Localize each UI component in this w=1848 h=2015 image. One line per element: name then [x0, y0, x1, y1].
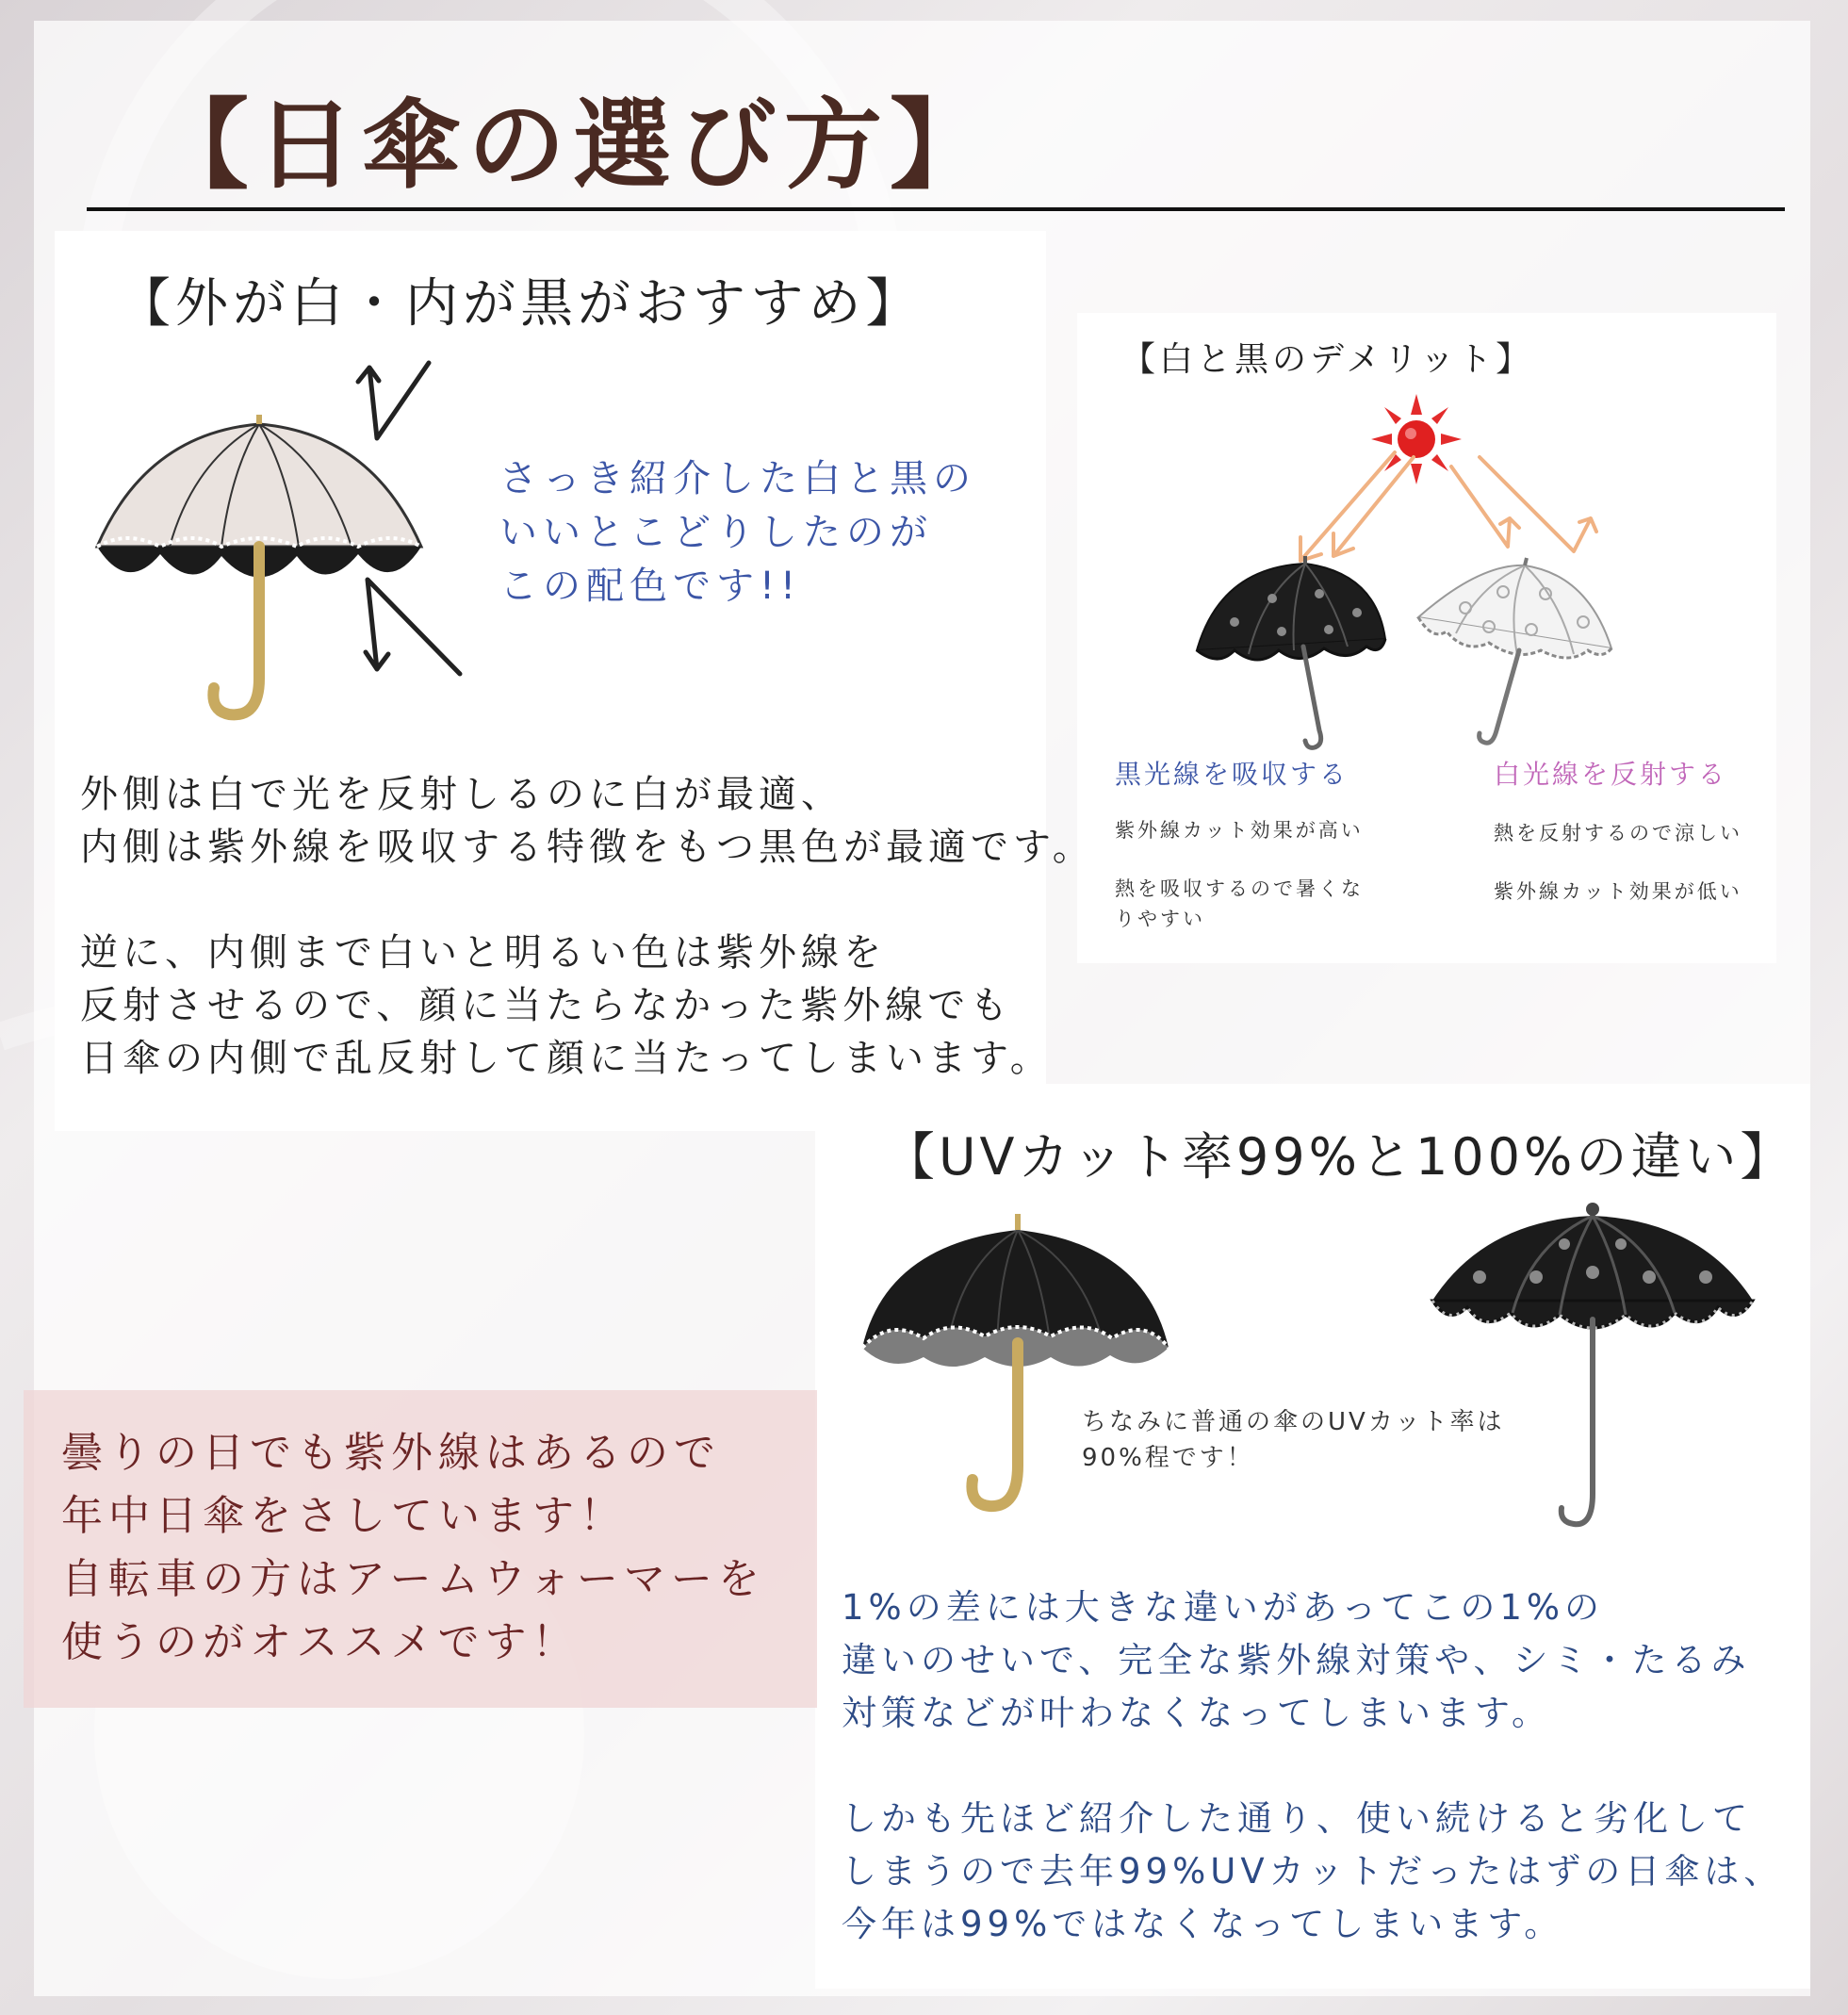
recommend-heading: 【外が白・内が黒がおすすめ】: [118, 273, 924, 335]
black-point-1: 紫外線カット効果が高い: [1115, 819, 1364, 842]
up-arrow-icon: [349, 358, 433, 448]
recommend-body: 外側は白で光を反射しるのに白が最適、 内側は紫外線を吸収する特徴をもつ黒色が最適です。 逆に、内側まで白いと明るい色は紫外線を 反射させるので、顔に当たらなかった紫外線でも 日傘の内側で乱反射して顔に当たってしまいます。: [80, 773, 1095, 1080]
white-umbrella-icon: [1414, 556, 1616, 754]
white-reflect-label: 白光線を反射する: [1494, 759, 1728, 790]
demerit-heading: 【白と黒のデメリット】: [1121, 340, 1534, 379]
page-title: 【日傘の選び方】: [151, 88, 996, 203]
down-arrow-icon: [349, 575, 466, 679]
normal-umbrella-note: ちなみに普通の傘のUVカット率は 90%程です！: [1082, 1408, 1505, 1472]
white-point-1: 熱を反射するので涼しい: [1494, 822, 1742, 844]
uv-cut-heading: 【UVカット率99%と100%の違い】: [884, 1127, 1795, 1187]
black-absorb-label: 黒光線を吸収する: [1115, 759, 1349, 790]
black-point-2: 熱を吸収するので暑くな りやすい: [1115, 877, 1364, 930]
title-divider: [87, 207, 1785, 211]
black-lace-umbrella-icon: [1428, 1202, 1758, 1532]
recommend-note: さっき紹介した白と黒の いいとこどりしたのが この配色です!!: [499, 457, 976, 608]
uv-cut-body: 1%の差には大きな違いがあってこの1%の 違いのせいで、完全な紫外線対策や、シミ・たるみ 対策などが叶わなくなってしまいます。 しかも先ほど紹介した通り、使い続けると劣化して しまうので去年99%UVカットだったはずの日傘は、 今年は99%ではなくなってしまいます。: [842, 1587, 1784, 1944]
white-point-2: 紫外線カット効果が低い: [1494, 880, 1742, 903]
black-umbrella-icon: [1192, 556, 1390, 754]
tip-text: 曇りの日でも紫外線はあるので 年中日傘をさしています！ 自転車の方はアームウォーマーを 使うのがオススメです！: [61, 1429, 765, 1666]
light-arrows: [1291, 443, 1611, 565]
